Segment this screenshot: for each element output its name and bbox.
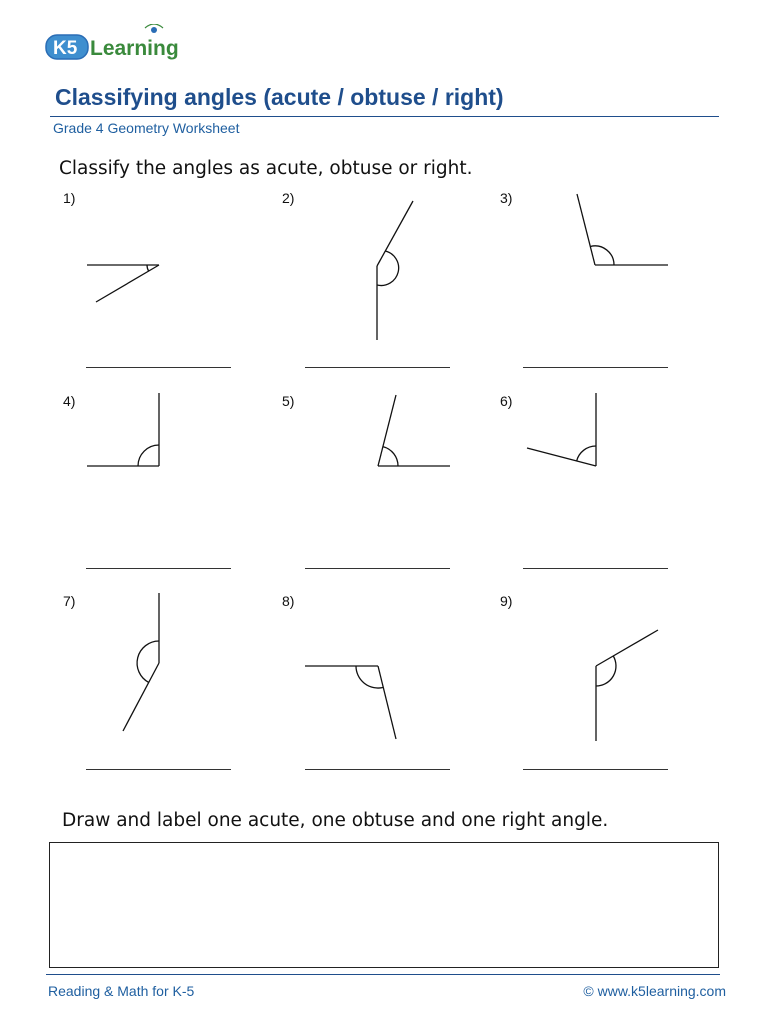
problem-2 <box>282 190 482 380</box>
problem-number: 1) <box>63 190 76 206</box>
page-title: Classifying angles (acute / obtuse / right) <box>55 84 504 110</box>
angle-figure-4 <box>63 393 263 583</box>
problem-6 <box>500 393 700 583</box>
angle-figure-1 <box>63 190 263 380</box>
footer-website[interactable]: © www.k5learning.com <box>583 983 726 999</box>
problem-1 <box>63 190 263 380</box>
problem-number: 4) <box>63 393 76 409</box>
problem-number: 5) <box>282 393 295 409</box>
problem-5 <box>282 393 482 583</box>
footer-tagline: Reading & Math for K-5 <box>48 983 195 999</box>
angle-figure-2 <box>282 190 482 380</box>
problem-7 <box>63 593 263 783</box>
problem-number: 7) <box>63 593 76 609</box>
problem-4 <box>63 393 263 583</box>
k5-learning-logo <box>44 24 204 68</box>
problem-9 <box>500 593 700 783</box>
problem-number: 2) <box>282 190 295 206</box>
logo-learning-text: Learning <box>90 37 179 60</box>
angle-figure-5 <box>282 393 482 583</box>
drawing-area[interactable] <box>49 842 719 968</box>
angle-figure-9 <box>500 593 700 783</box>
problem-8 <box>282 593 482 783</box>
section1-instruction: Classify the angles as acute, obtuse or right. <box>59 158 473 179</box>
problem-number: 6) <box>500 393 513 409</box>
answer-line[interactable] <box>523 367 668 368</box>
problem-3 <box>500 190 700 380</box>
answer-line[interactable] <box>523 769 668 770</box>
problem-number: 9) <box>500 593 513 609</box>
footer-divider <box>46 974 720 975</box>
section2-instruction: Draw and label one acute, one obtuse and one right angle. <box>62 810 609 831</box>
answer-line[interactable] <box>523 568 668 569</box>
answer-line[interactable] <box>86 769 231 770</box>
logo-k5-text: K5 <box>53 38 78 59</box>
angle-figure-8 <box>282 593 482 783</box>
angle-figure-3 <box>500 190 700 380</box>
answer-line[interactable] <box>305 769 450 770</box>
problem-number: 3) <box>500 190 513 206</box>
answer-line[interactable] <box>305 367 450 368</box>
logo-figure-icon <box>151 27 157 33</box>
header-divider <box>50 116 719 117</box>
angle-figure-7 <box>63 593 263 783</box>
problem-number: 8) <box>282 593 295 609</box>
answer-line[interactable] <box>86 568 231 569</box>
page-subtitle: Grade 4 Geometry Worksheet <box>53 120 240 136</box>
answer-line[interactable] <box>305 568 450 569</box>
angle-figure-6 <box>500 393 700 583</box>
answer-line[interactable] <box>86 367 231 368</box>
